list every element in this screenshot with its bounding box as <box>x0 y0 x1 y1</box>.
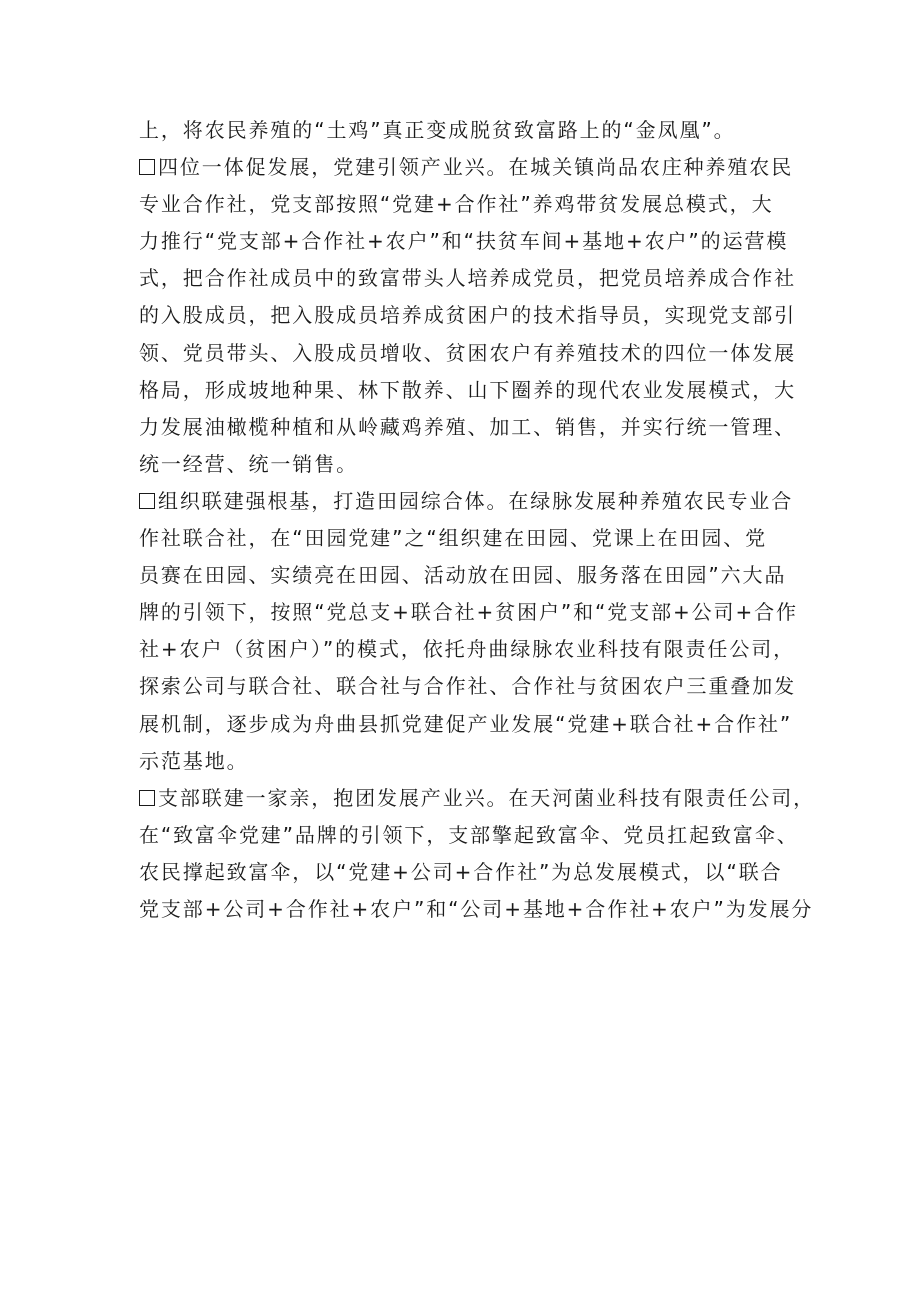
checkbox-bullet-icon <box>139 159 155 175</box>
text-line <box>139 780 815 817</box>
text-line: 展机制，逐步成为舟曲县抓党建促产业发展“党建+联合社+合作社” <box>139 711 793 736</box>
text-line <box>139 149 794 186</box>
text-line: 作社联合社，在“田园党建”之“组织建在田园、党课上在田园、党 <box>139 526 768 551</box>
text-line: 牌的引领下，按照“党总支+联合社+贫困户”和“党支部+公司+合作 <box>139 600 798 625</box>
text-line: 员赛在田园、实绩亮在田园、活动放在田园、服务落在田园”六大品 <box>139 563 787 588</box>
paragraph-start: 组织联建强根基，打造田园综合体。在绿脉发展种养殖农民专业合 <box>158 488 794 513</box>
text-line: 的入股成员，把入股成员培养成贫困户的技术指导员，实现党支部引 <box>139 303 796 328</box>
text-line: 统一经营、统一销售。 <box>139 451 358 476</box>
text-line: 农民撑起致富伞，以“党建+公司+合作社”为总发展模式，以“联合 <box>139 859 783 884</box>
text-line: 在“致富伞党建”品牌的引领下，支部擎起致富伞、党员扛起致富伞、 <box>139 822 799 847</box>
text-line: 上，将农民养殖的“土鸡”真正变成脱贫致富路上的“金凤凰”。 <box>139 118 736 142</box>
text-line: 力推行“党支部+合作社+农户”和“扶贫车间+基地+农户”的运营模 <box>139 229 789 254</box>
text-line: 力发展油橄榄种植和从岭藏鸡养殖、加工、销售，并实行统一管理、 <box>139 414 796 439</box>
text-line: 格局，形成坡地种果、林下散养、山下圈养的现代农业发展模式，大 <box>139 377 796 402</box>
text-line: 探索公司与联合社、联合社与合作社、合作社与贫困农户三重叠加发 <box>139 674 796 699</box>
paragraph-start: 支部联建一家亲，抱团发展产业兴。在天河菌业科技有限责任公司， <box>158 785 815 810</box>
text-line: 示范基地。 <box>139 748 249 773</box>
text-line: 领、党员带头、入股成员增收、贫困农户有养殖技术的四位一体发展 <box>139 340 796 365</box>
checkbox-bullet-icon <box>139 493 155 509</box>
text-line: 党支部+公司+合作社+农户”和“公司+基地+合作社+农户”为发展分 <box>139 896 814 921</box>
text-line: 社+农户（贫困户）”的模式，依托舟曲绿脉农业科技有限责任公司， <box>139 637 796 662</box>
text-line: 专业合作社，党支部按照“党建+合作社”养鸡带贫发展总模式，大 <box>139 192 774 217</box>
body-text <box>139 112 815 928</box>
text-line: 式，把合作社成员中的致富带头人培养成党员，把党员培养成合作社 <box>139 266 796 291</box>
text-line <box>139 483 794 520</box>
paragraph-start: 四位一体促发展，党建引领产业兴。在城关镇尚品农庄种养殖农民 <box>158 155 794 180</box>
checkbox-bullet-icon <box>139 790 155 806</box>
